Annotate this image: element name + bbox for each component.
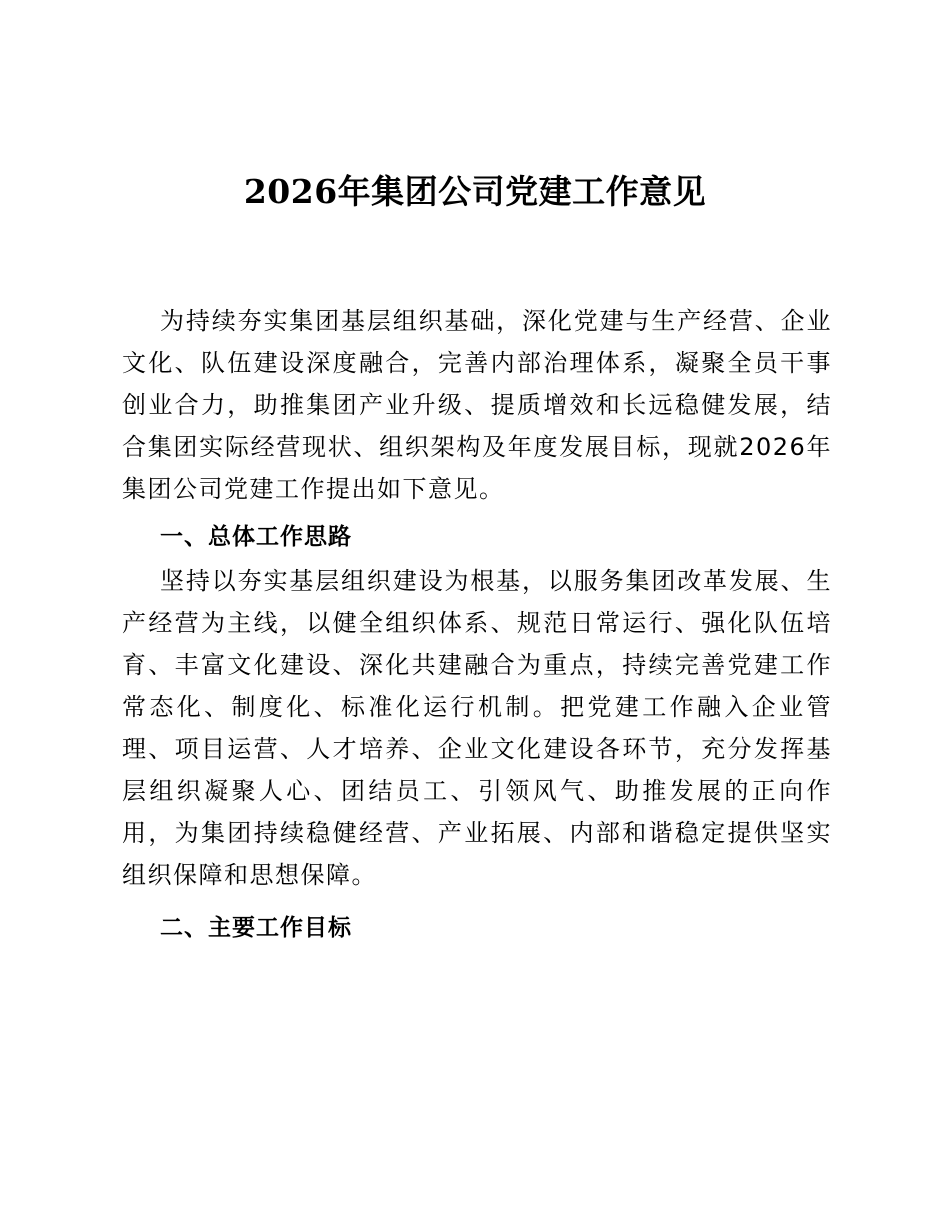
section-body-1: 坚持以夯实基层组织建设为根基，以服务集团改革发展、生产经营为主线，以健全组织体系、规范日常运行、强化队伍培育、丰富文化建设、深化共建融合为重点，持续完善党建工作常态化、制度化、标准化运行机制。把党建工作融入企业管理、项目运营、人才培养、企业文化建设各环节，充分发挥基层组织凝聚人心、团结员工、引领风气、助推发展的正向作用，为集团持续稳健经营、产业拓展、内部和谐稳定提供坚实组织保障和思想保障。: [122, 567, 832, 889]
document-title: 2026年集团公司党建工作意见: [243, 172, 707, 211]
section-heading-2: 二、主要工作目标: [160, 915, 352, 941]
section-heading-1: 一、总体工作思路: [160, 524, 352, 550]
intro-paragraph: 为持续夯实集团基层组织基础，深化党建与生产经营、企业文化、队伍建设深度融合，完善内部治理体系，凝聚全员干事创业合力，助推集团产业升级、提质增效和长远稳健发展，结合集团实际经营现状、组织架构及年度发展目标，现就2026年集团公司党建工作提出如下意见。: [122, 307, 832, 503]
